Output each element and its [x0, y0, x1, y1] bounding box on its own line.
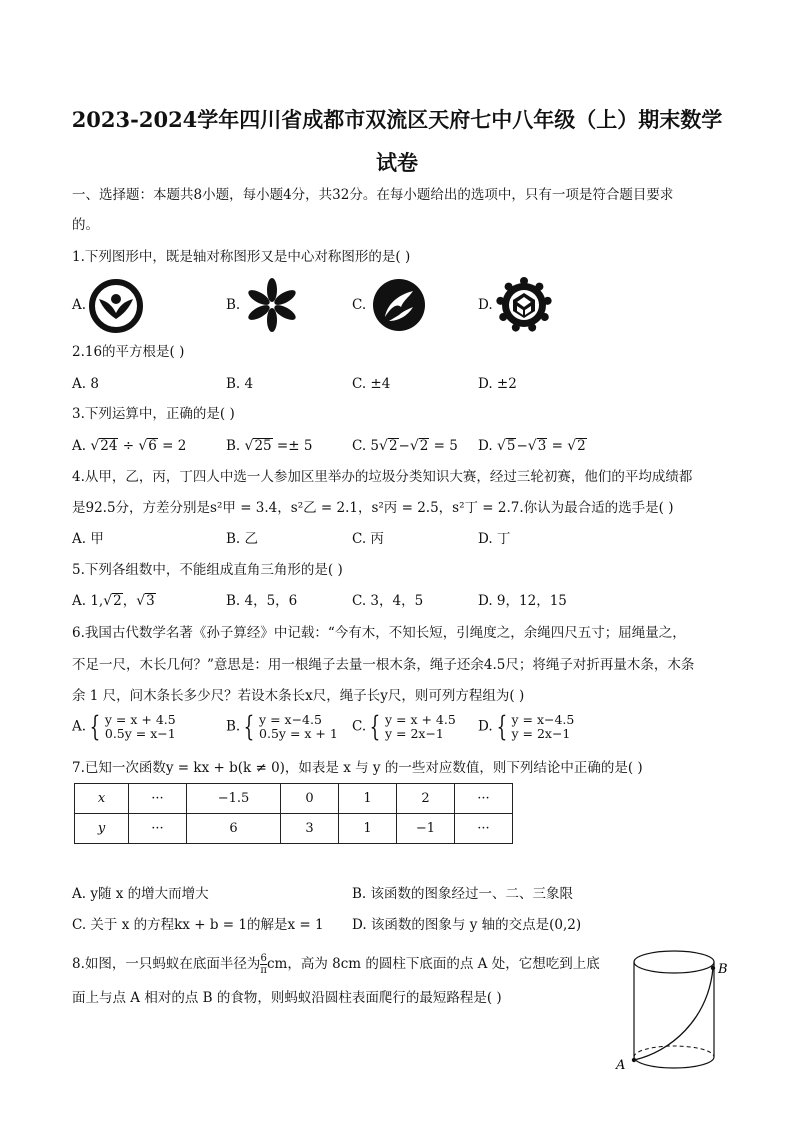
q6-stem-line2: 不足一尺，木长几何？”意思是：用一根绳子去量一根木条，绳子还余4.5尺；将绳子对折再量木条，木条	[72, 657, 695, 673]
point-a-label: A	[616, 1058, 626, 1073]
q6-option-a: A. { y = x + 4.5 0.5y = x−1	[72, 710, 176, 743]
q7-stem: 7.已知一次函数y = kx + b(k ≠ 0)，如表是 x 与 y 的一些对应数值，则下列结论中正确的是( )	[72, 760, 643, 776]
q4-stem-line1: 4.从甲，乙，丙，丁四人中选一人参加区里举办的垃圾分类知识大赛，经过三轮初赛，他们的平均成绩都	[72, 469, 693, 485]
q7-option-b: B. 该函数的图象经过一、二、三象限	[352, 886, 574, 902]
q1-option-b-label: B.	[226, 297, 241, 313]
q8-stem-line1: 8.如图，一只蚂蚁在底面半径为 $\frac{6}{\pi}$ cm，高为 8cm 的圆柱下底面的点 A 处，它想吃到上底	[72, 953, 600, 976]
point-b-label: B	[718, 962, 728, 977]
q5-stem: 5.下列各组数中，不能组成直角三角形的是( )	[72, 562, 343, 578]
table-cell: y	[75, 814, 129, 844]
q3-option-b: B. √25 =± 5	[226, 438, 313, 454]
table-cell: 0	[281, 784, 339, 814]
q4-option-a: A. 甲	[72, 531, 104, 547]
q7-option-c: C. 关于 x 的方程kx + b = 1的解是x = 1	[72, 917, 324, 933]
q6-stem-line1: 6.我国古代数学名著《孙子算经》中记载：“今有木，不知长短，引绳度之，余绳四尺五寸；屈绳量之，	[72, 625, 686, 641]
table-cell: −1	[397, 814, 455, 844]
q3-stem: 3.下列运算中，正确的是( )	[72, 406, 235, 422]
q4-option-d: D. 丁	[478, 531, 511, 547]
exam-title-line2: 试卷	[376, 150, 418, 175]
q2-option-b: B. 4	[226, 376, 254, 392]
q1-option-d-label: D.	[478, 297, 493, 313]
q7-option-a: A. y随 x 的增大而增大	[72, 886, 209, 902]
table-cell: ···	[455, 814, 513, 844]
table-row	[75, 784, 513, 814]
section1-instruction: 一、选择题：本题共8小题，每小题4分，共32分。在每小题给出的选项中，只有一项是符合题目要求	[72, 187, 674, 203]
q2-stem: 2.16的平方根是( )	[72, 344, 185, 360]
q5-option-b: B. 4，5，6	[226, 593, 298, 609]
table-cell: 2	[397, 784, 455, 814]
table-cell: x	[75, 784, 129, 814]
table-cell: 6	[187, 814, 281, 844]
q1-option-a-label: A.	[72, 297, 87, 313]
table-cell: 3	[281, 814, 339, 844]
ring-leaf-logo-icon	[89, 279, 143, 333]
q4-stem-line2: 是92.5分，方差分别是s²甲 = 3.4，s²乙 = 2.1，s²丙 = 2.5，s²丁 = 2.7.你认为最合适的选手是( )	[72, 500, 674, 516]
q7-value-table	[74, 783, 513, 844]
table-cell: ···	[129, 814, 187, 844]
q2-option-a: A. 8	[72, 376, 99, 392]
table-cell: 1	[339, 814, 397, 844]
q3-option-a: A. √24 ÷ √6 = 2	[72, 438, 187, 454]
q6-stem-line3: 余 1 尺，问木条长多少尺？若设木条长x尺，绳子长y尺，则可列方程组为( )	[72, 688, 525, 704]
table-cell: ···	[455, 784, 513, 814]
q2-option-d: D. ±2	[478, 376, 517, 392]
table-cell: −1.5	[187, 784, 281, 814]
q5-option-d: D. 9，12，15	[478, 593, 567, 609]
q5-option-a: A. 1,√2，√3	[72, 593, 155, 609]
q4-option-c: C. 丙	[352, 531, 384, 547]
q5-option-c: C. 3，4，5	[352, 593, 424, 609]
table-cell: ···	[129, 784, 187, 814]
q4-option-b: B. 乙	[226, 531, 259, 547]
cylinder-diagram	[610, 940, 740, 1080]
q3-option-c: C. 5√2−√2 = 5	[352, 438, 458, 454]
table-cell: 1	[339, 784, 397, 814]
q6-option-d: D. { y = x−4.5 y = 2x−1	[478, 710, 575, 743]
gear-leaf-badge-icon	[496, 277, 552, 333]
table-row	[75, 814, 513, 844]
q1-stem: 1.下列图形中，既是轴对称图形又是中心对称图形的是( )	[72, 249, 411, 265]
leaf-circle-icon	[371, 277, 427, 333]
q7-option-d: D. 该函数的图象与 y 轴的交点是(0,2)	[352, 917, 582, 933]
q1-option-c-label: C.	[352, 297, 367, 313]
q2-option-c: C. ±4	[352, 376, 391, 392]
flower-petals-icon	[244, 277, 300, 333]
q8-stem-line2: 面上与点 A 相对的点 B 的食物，则蚂蚁沿圆柱表面爬行的最短路程是( )	[72, 990, 502, 1006]
exam-title-line1: 2023-2024学年四川省成都市双流区天府七中八年级（上）期末数学	[71, 107, 723, 132]
section1-instruction-cont: 的。	[72, 217, 99, 233]
q3-option-d: D. √5−√3 = √2	[478, 438, 586, 454]
q6-option-b: B. { y = x−4.5 0.5y = x + 1	[226, 710, 338, 743]
q6-option-c: C. { y = x + 4.5 y = 2x−1	[352, 710, 456, 743]
